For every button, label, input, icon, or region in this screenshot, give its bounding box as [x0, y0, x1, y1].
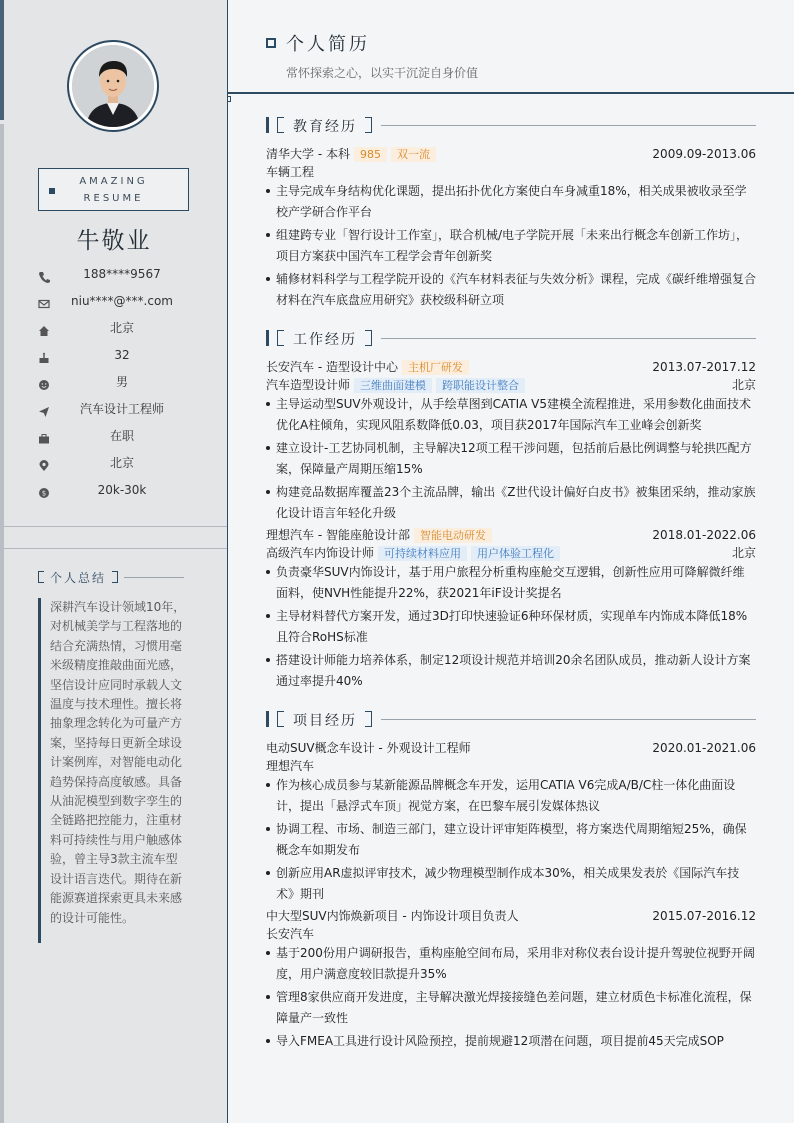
contact-row: [38, 266, 188, 286]
bracket-right: [365, 330, 372, 346]
candidate-name: 牛敬业: [76, 228, 152, 254]
section-rule: [381, 125, 756, 126]
tag-badge: 跨职能设计整合: [436, 378, 525, 393]
section-education: [266, 117, 756, 135]
sidebar-divider-1: [4, 526, 227, 527]
sidebar-accent-top: [0, 0, 4, 120]
avatar-photo-icon: [72, 45, 154, 127]
row-right: 2018.01-2022.06: [652, 528, 756, 542]
bullet-item: 负责豪华SUV内饰设计，基于用户旅程分析重构座舱交互逻辑，创新性应用可降解微纤维面料，使NVH性能提升22%，获2021年iF设计奖提名: [266, 562, 756, 603]
contact-row: [38, 320, 188, 340]
badge-line-1: AMAZING: [79, 176, 148, 187]
section-bar: [266, 117, 269, 133]
row-title: 车辆工程: [266, 165, 315, 179]
amazing-resume-badge: [38, 168, 189, 211]
avatar: [72, 45, 154, 127]
row-title: 高级汽车内饰设计师: [266, 546, 375, 560]
row-title: 汽车造型设计师: [266, 378, 351, 392]
contact-value: 在职: [109, 429, 134, 443]
row-right: 2013.07-2017.12: [652, 360, 756, 374]
tag-badge: 可持续材料应用: [378, 546, 467, 561]
row-left: [266, 164, 314, 180]
tag-badge: 智能电动研发: [414, 528, 492, 543]
bullet-item: 主导材料替代方案开发，通过3D打印快速验证6种环保材质，实现单车内饰成本降低18%且符合RoHS标准: [266, 606, 756, 647]
project-company: [266, 926, 756, 942]
row-title: 中大型SUV内饰焕新项目 - 内饰设计项目负责人: [266, 909, 519, 923]
bracket-right: [365, 711, 372, 727]
bullet-item: 建立设计-工艺协同机制，主导解决12项工程干涉问题，包括前后悬比例调整与轮拱匹配方案，保障量产周期压缩15%: [266, 438, 756, 479]
contact-row: [38, 455, 188, 475]
project-row: [266, 740, 756, 756]
row-title: 理想汽车: [266, 759, 315, 773]
contact-value: 32: [114, 348, 130, 362]
row-left: [266, 908, 519, 924]
send-icon: [38, 403, 50, 415]
contact-row: [38, 293, 188, 313]
bracket-left: [38, 571, 44, 583]
bullet-item: 搭建设计师能力培养体系，制定12项设计规范并培训20余名团队成员，推动新人设计方案通过率提升40%: [266, 650, 756, 691]
section-rule: [381, 719, 756, 720]
header-tick: [228, 96, 231, 102]
header-rule: [228, 92, 794, 94]
summary-title: 个人总结: [50, 571, 107, 585]
row-right: 北京: [731, 378, 756, 392]
mail-icon: [38, 295, 50, 307]
row-right: 2015.07-2016.12: [652, 909, 756, 923]
phone-icon: [38, 268, 50, 280]
money-icon: [38, 484, 50, 496]
bracket-right: [112, 571, 118, 583]
row-left: [266, 545, 560, 561]
contact-value: niu****@***.com: [71, 294, 173, 308]
tag-badge: 985: [354, 147, 387, 162]
bullet-item: 导入FMEA工具进行设计风险预控，提前规避12项潜在问题，项目提前45天完成SOP: [266, 1031, 756, 1052]
row-left: [266, 740, 471, 756]
face-icon: [38, 376, 50, 388]
row-left: [266, 377, 525, 393]
sidebar: [0, 0, 228, 1123]
section-bar: [266, 330, 269, 346]
section-title: 项目经历: [293, 713, 357, 729]
row-title: 长安汽车: [266, 927, 315, 941]
row-left: [266, 926, 314, 942]
row-right: 北京: [731, 546, 756, 560]
section-bar: [266, 711, 269, 727]
row-left: [266, 146, 436, 162]
contact-value: 北京: [109, 456, 134, 470]
row-title: 电动SUV概念车设计 - 外观设计工程师: [266, 741, 471, 755]
svg-text:$: $: [41, 489, 47, 498]
contact-row: [38, 347, 188, 367]
bracket-left: [277, 711, 284, 727]
contact-row: [38, 401, 188, 421]
bullet-item: 组建跨专业「智行设计工作室」，联合机械/电子学院开展「未来出行概念车创新工作坊」，项目方案获中国汽车工程学会青年创新奖: [266, 225, 756, 266]
section-rule: [381, 338, 756, 339]
bullet-item: 管理8家供应商开发进度，主导解决激光焊接接缝色差问题，建立材质色卡标准化流程，保障量产一致性: [266, 987, 756, 1028]
summary-heading: [38, 570, 188, 586]
job-role-row: [266, 545, 756, 561]
briefcase-icon: [38, 430, 50, 442]
contact-value: 188****9567: [83, 267, 161, 281]
page-title: 个人简历: [286, 34, 370, 55]
row-left: [266, 758, 314, 774]
tag-badge: 主机厂研发: [402, 360, 469, 375]
section-work: [266, 330, 756, 348]
education-row: [266, 146, 756, 162]
job-company-row: [266, 527, 756, 543]
section-title: 教育经历: [293, 119, 357, 135]
location-icon: [38, 457, 50, 469]
tag-badge: 双一流: [391, 147, 436, 162]
contact-value: 男: [115, 375, 128, 389]
row-right: 2020.01-2021.06: [652, 741, 756, 755]
home-icon: [38, 322, 50, 334]
bullet-item: 作为核心成员参与某新能源品牌概念车开发，运用CATIA V6完成A/B/C柱一体化曲面设计，提出「悬浮式车顶」视觉方案，在巴黎车展引发媒体热议: [266, 775, 756, 816]
bullet-item: 辅修材料科学与工程学院开设的《汽车材料表征与失效分析》课程，完成《碳纤维增强复合材料在汽车底盘应用研究》获校级科研立项: [266, 269, 756, 310]
section-projects: [266, 711, 756, 729]
bracket-right: [365, 117, 372, 133]
bracket-left: [277, 330, 284, 346]
summary-rule: [124, 577, 184, 578]
summary-text: 深耕汽车设计领域10年，对机械美学与工程落地的结合充满热情，习惯用毫米级精度推敲曲面光感，坚信设计应同时承载人文温度与技术理性。擅长将抽象理念转化为可量产方案，坚持每日更新全球设计案例库，对智能电动化趋势保持高度敏感。具备从油泥模型到数字孪生的全链路把控能力，注重材料可持续性与用户触感体验，曾主导3款主流车型设计语言迭代。期待在新能源赛道探索更具未来感的设计可能性。: [38, 598, 188, 943]
row-right: 2009.09-2013.06: [652, 147, 756, 161]
project-row: [266, 908, 756, 924]
contact-value: 北京: [109, 321, 134, 335]
bullet-item: 主导完成车身结构优化课题，提出拓扑优化方案使白车身减重18%，相关成果被收录至学校产学研合作平台: [266, 181, 756, 222]
education-major: [266, 164, 756, 180]
bullet-item: 协调工程、市场、制造三部门，建立设计评审矩阵模型，将方案迭代周期缩短25%，确保概念车如期发布: [266, 819, 756, 860]
contact-row: [38, 374, 188, 394]
bullet-item: 基于200份用户调研报告，重构座舱空间布局，采用非对称仪表台设计提升驾驶位视野开阔度，用户满意度较旧款提升35%: [266, 943, 756, 984]
job-company-row: [266, 359, 756, 375]
row-title: 长安汽车 - 造型设计中心: [266, 360, 398, 374]
contact-value: 汽车设计工程师: [79, 402, 164, 416]
badge-line-2: RESUME: [83, 193, 144, 204]
page-subtitle: 常怀探索之心，以实干沉淀自身价值: [286, 66, 479, 80]
sidebar-accent-bottom: [0, 124, 4, 1123]
avatar-frame: [67, 40, 159, 132]
contact-row: [38, 482, 188, 502]
main-content: [228, 0, 794, 1123]
bullet-item: 主导运动型SUV外观设计，从手绘草图到CATIA V5建模全流程推进，采用参数化曲面技术优化A柱倾角，实现风阻系数降低0.03，项目获2017年国际汽车工业峰会创新奖: [266, 394, 756, 435]
title-square-icon: [266, 38, 276, 48]
project-company: [266, 758, 756, 774]
tag-badge: 三维曲面建模: [354, 378, 432, 393]
row-left: [266, 527, 492, 543]
row-title: 理想汽车 - 智能座舱设计部: [266, 528, 410, 542]
row-left: [266, 359, 469, 375]
sidebar-divider-2: [4, 548, 227, 549]
section-title: 工作经历: [293, 332, 357, 348]
row-title: 清华大学 - 本科: [266, 147, 350, 161]
bullet-item: 构建竞品数据库覆盖23个主流品牌，输出《Z世代设计偏好白皮书》被集团采纳，推动家族化设计语言年轻化升级: [266, 482, 756, 523]
bullet-item: 创新应用AR虚拟评审技术，减少物理模型制作成本30%，相关成果发表於《国际汽车技术》期刊: [266, 863, 756, 904]
cake-icon: [38, 349, 50, 361]
contact-row: [38, 428, 188, 448]
bracket-left: [277, 117, 284, 133]
contact-value: 20k-30k: [97, 483, 147, 497]
job-role-row: [266, 377, 756, 393]
tag-badge: 用户体验工程化: [471, 546, 560, 561]
